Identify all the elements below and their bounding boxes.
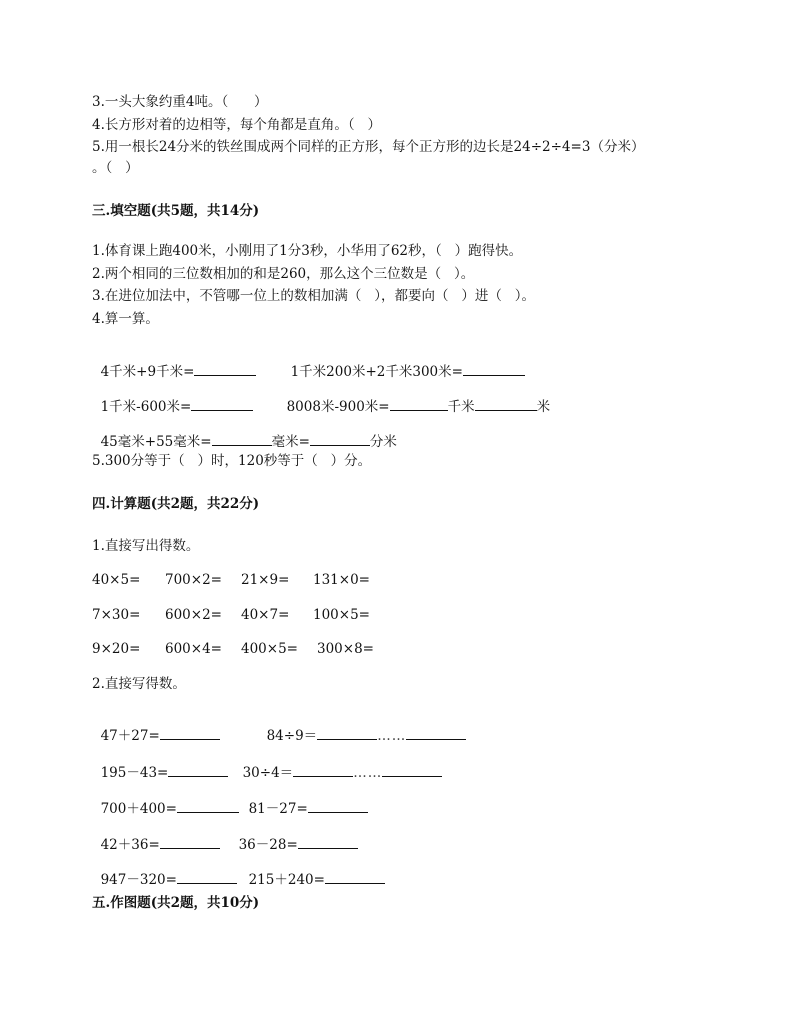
conv-row3: 45毫米+55毫米= 毫米= 分米	[100, 434, 397, 450]
section3-title: 三.填空题(共5题，共14分)	[92, 203, 260, 219]
fill-q3: 3.在进位加法中，不管哪一位上的数相加满（ ），都要向（ ）进（ ）。	[92, 288, 536, 304]
fill-q4: 4.算一算。	[92, 311, 159, 327]
answer-blank[interactable]	[298, 836, 358, 849]
fill-q2: 2.两个相同的三位数相加的和是260，那么这个三位数是（ ）。	[92, 266, 475, 282]
answer-blank[interactable]	[194, 363, 256, 376]
grid-cell: 100×5=	[313, 607, 370, 623]
conv-row1-right: 1千米200米+2千米300米=	[282, 345, 525, 381]
answer-blank[interactable]	[160, 727, 220, 740]
conv-row2-right: 8008米-900米= 千米 米	[286, 399, 551, 415]
calc2-row2-right: 30÷4＝ ……	[234, 746, 442, 782]
fill-q5: 5.300分等于（ ）时，120秒等于（ ）分。	[92, 453, 372, 469]
answer-blank[interactable]	[406, 727, 466, 740]
grid-cell: 131×0=	[313, 572, 370, 588]
grid-cell: 300×8=	[317, 641, 374, 657]
grid-cell: 7×30=	[92, 607, 141, 623]
calc2-row3-left: 700＋400=	[92, 782, 239, 818]
answer-blank[interactable]	[177, 800, 239, 813]
answer-blank[interactable]	[177, 871, 237, 884]
answer-blank[interactable]	[475, 398, 537, 411]
calc-q2: 2.直接写得数。	[92, 676, 186, 692]
answer-blank[interactable]	[317, 727, 377, 740]
answer-blank[interactable]	[325, 871, 385, 884]
answer-blank[interactable]	[168, 764, 228, 777]
calc2-row4-right: 36－28=	[230, 818, 358, 854]
grid-cell: 40×7=	[241, 607, 290, 623]
conv-row2-left: 1千米-600米=	[92, 380, 253, 416]
answer-blank[interactable]	[212, 433, 272, 446]
answer-blank[interactable]	[191, 398, 253, 411]
answer-blank[interactable]	[463, 363, 525, 376]
judge-q3: 3.一头大象约重4吨。（ ）	[92, 94, 268, 110]
answer-blank[interactable]	[310, 433, 370, 446]
grid-cell: 21×9=	[241, 572, 290, 588]
grid-cell: 40×5=	[92, 572, 141, 588]
calc2-row5-right: 215＋240=	[240, 853, 385, 889]
calc-q1: 1.直接写出得数。	[92, 538, 200, 554]
calc2-row2-left: 195－43=	[92, 746, 228, 782]
grid-cell: 600×2=	[165, 607, 222, 623]
section5-title: 五.作图题(共2题，共10分)	[92, 895, 260, 911]
judge-q4: 4.长方形对着的边相等，每个角都是直角。（ ）	[92, 117, 382, 133]
judge-q5-line1: 5.用一根长24分米的铁丝围成两个同样的正方形，每个正方形的边长是24÷2÷4=3（分米）	[92, 139, 645, 155]
answer-blank[interactable]	[160, 836, 220, 849]
grid-cell: 400×5=	[241, 641, 298, 657]
section4-title: 四.计算题(共2题，共22分)	[92, 496, 260, 512]
calc2-row4-left: 42＋36=	[92, 818, 220, 854]
conv-row1-left: 4千米+9千米=	[92, 345, 256, 381]
answer-blank[interactable]	[390, 398, 448, 411]
calc2-row1-left: 47＋27=	[92, 709, 220, 745]
judge-q5-line2: 。（ ）	[92, 160, 139, 176]
answer-blank[interactable]	[293, 764, 353, 777]
calc2-row3-right: 81－27=	[240, 782, 368, 818]
answer-blank[interactable]	[308, 800, 368, 813]
grid-cell: 700×2=	[165, 572, 222, 588]
grid-cell: 600×4=	[165, 641, 222, 657]
calc2-row5-left: 947－320=	[92, 853, 237, 889]
fill-q1: 1.体育课上跑400米，小刚用了1分3秒，小华用了62秒，（ ）跑得快。	[92, 243, 523, 259]
answer-blank[interactable]	[382, 764, 442, 777]
calc2-row1-right: 84÷9＝ ……	[258, 709, 466, 745]
grid-cell: 9×20=	[92, 641, 141, 657]
